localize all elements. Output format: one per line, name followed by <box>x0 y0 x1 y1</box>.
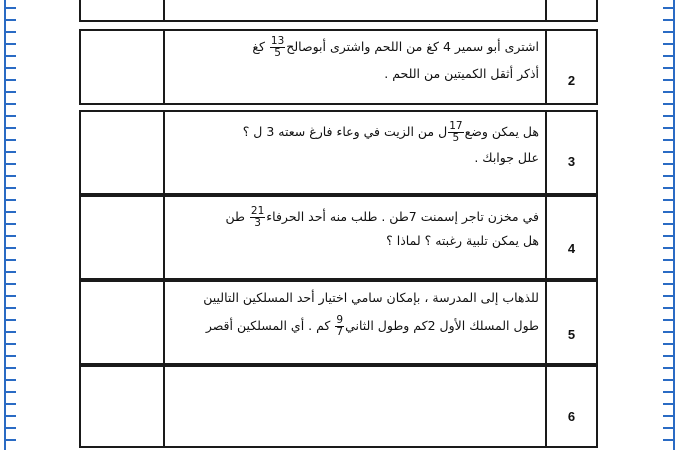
fraction-numerator: 9 <box>336 314 344 326</box>
fraction-numerator: 21 <box>250 205 265 217</box>
answer-cell <box>79 0 165 22</box>
fraction <box>448 121 463 144</box>
number-cell <box>545 29 598 105</box>
question-cell <box>163 29 547 105</box>
question-text: طن <box>225 209 245 224</box>
question-text: كغ <box>252 39 265 54</box>
question-cell <box>163 110 547 195</box>
answer-cell <box>79 280 165 365</box>
fraction <box>250 206 265 229</box>
question-cell <box>163 195 547 280</box>
question-text: في مخزن تاجر إسمنت 7طن . طلب منه أحد الحرفاء <box>266 209 539 224</box>
question-line: هل يمكن تلبية رغبته ؟ لماذا ؟ <box>386 233 539 248</box>
number-cell <box>545 280 598 365</box>
fraction-numerator: 17 <box>449 120 463 132</box>
question-text: كم . أي المسلكين أقصر <box>205 318 331 333</box>
question-number: 4 <box>567 241 576 256</box>
fraction-denominator: 5 <box>452 132 460 144</box>
decorative-border-left <box>4 0 16 450</box>
fraction-denominator: 5 <box>274 47 281 59</box>
question-line: أذكر أثقل الكميتين من اللحم . <box>384 66 539 81</box>
answer-cell <box>79 29 165 105</box>
question-line <box>169 312 539 340</box>
question-line <box>169 33 539 61</box>
fraction-numerator: 13 <box>270 35 285 47</box>
question-cell <box>163 365 547 448</box>
fraction <box>270 36 285 59</box>
question-text: ل من الزيت في وعاء فارغ سعته 3 ل ؟ <box>242 124 448 139</box>
answer-cell <box>79 110 165 195</box>
fraction <box>335 315 344 338</box>
exercise-table <box>79 0 598 450</box>
question-text: طول المسلك الأول 2كم وطول الثاني <box>345 318 539 333</box>
question-number: 6 <box>567 409 576 424</box>
number-cell <box>545 195 598 280</box>
question-number: 5 <box>567 327 576 342</box>
decorative-border-right <box>663 0 675 450</box>
number-cell <box>545 365 598 448</box>
question-text: هل يمكن وضع <box>464 124 539 139</box>
question-number: 3 <box>567 154 576 169</box>
answer-cell <box>79 365 165 448</box>
question-cell <box>163 0 547 22</box>
question-line: علل جوابك . <box>474 150 539 165</box>
question-line <box>169 118 539 146</box>
fraction-denominator: 3 <box>254 217 261 229</box>
question-line: للذهاب إلى المدرسة ، بإمكان سامي اختيار أحد المسلكين التاليين <box>203 290 539 305</box>
answer-cell <box>79 195 165 280</box>
question-cell <box>163 280 547 365</box>
question-number: 2 <box>567 73 576 88</box>
fraction-denominator: 7 <box>336 326 344 338</box>
number-cell <box>545 0 598 22</box>
number-cell <box>545 110 598 195</box>
question-text: اشترى أبو سمير 4 كغ من اللحم واشترى أبوصالح <box>286 39 539 54</box>
